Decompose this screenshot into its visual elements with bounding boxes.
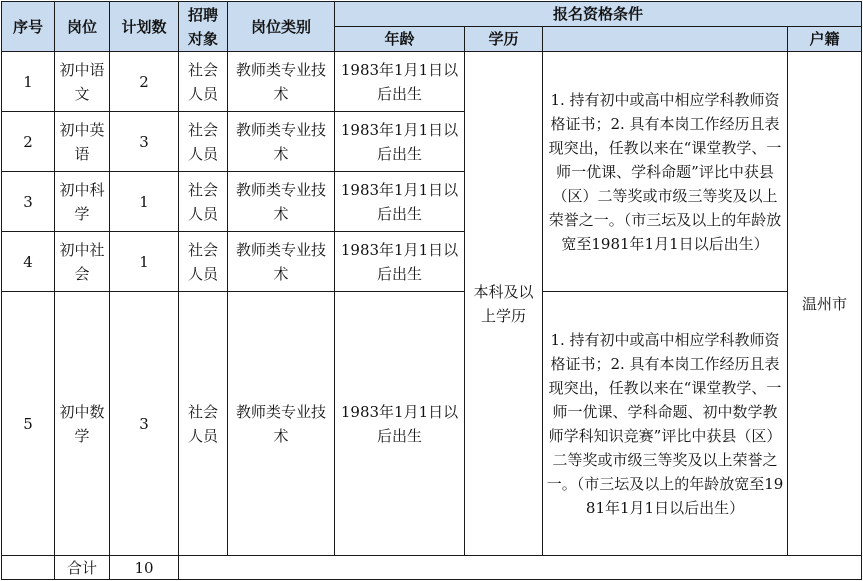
cell-position: 初中科学	[55, 172, 110, 232]
cell-category: 教师类专业技术	[228, 292, 335, 556]
cell-age: 1983年1月1日以后出生	[335, 232, 465, 292]
table-row	[2, 292, 862, 556]
header-plan: 计划数	[110, 2, 179, 52]
cell-seq: 5	[2, 292, 55, 556]
cell-category: 教师类专业技术	[228, 172, 335, 232]
header-seq: 序号	[2, 2, 55, 52]
cell-target: 社会人员	[179, 292, 228, 556]
total-blank	[2, 556, 55, 580]
cell-target: 社会人员	[179, 172, 228, 232]
cell-conditions-group1: 1. 持有初中或高中相应学科教师资格证书；2. 具有本岗工作经历且表现突出，任教以来在“课堂教学、一师一优课、学科命题”评比中获县（区）二等奖或市级三等奖及以上荣誉之一。（市三坛及以上的年龄放宽至1981年1月1日以后出生）	[543, 52, 788, 292]
header-row-1	[2, 2, 862, 27]
cell-conditions-group2: 1. 持有初中或高中相应学科教师资格证书；2. 具有本岗工作经历且表现突出，任教以来在“课堂教学、一师一优课、学科命题、初中数学教师学科知识竞赛”评比中获县（区）二等奖或市级三等奖及以上荣誉之一。（市三坛及以上的年龄放宽至1981年1月1日以后出生）	[543, 292, 788, 556]
cell-hukou: 温州市	[788, 52, 862, 556]
cell-age: 1983年1月1日以后出生	[335, 52, 465, 112]
cell-category: 教师类专业技术	[228, 52, 335, 112]
cell-age: 1983年1月1日以后出生	[335, 112, 465, 172]
cell-position: 初中社会	[55, 232, 110, 292]
recruitment-table	[1, 1, 862, 580]
header-position: 岗位	[55, 2, 110, 52]
cell-target: 社会人员	[179, 52, 228, 112]
header-hukou: 户籍	[788, 27, 862, 52]
table-row	[2, 52, 862, 112]
cell-education: 本科及以上学历	[465, 52, 543, 556]
cell-plan: 3	[110, 112, 179, 172]
cell-target: 社会人员	[179, 232, 228, 292]
cell-plan: 2	[110, 52, 179, 112]
header-category: 岗位类别	[228, 2, 335, 52]
cell-category: 教师类专业技术	[228, 232, 335, 292]
total-value: 10	[110, 556, 179, 580]
header-target: 招聘对象	[179, 2, 228, 52]
header-conditions: 报名资格条件	[335, 2, 862, 27]
cell-seq: 2	[2, 112, 55, 172]
cell-position: 初中语文	[55, 52, 110, 112]
cell-plan: 1	[110, 172, 179, 232]
cell-position: 初中英语	[55, 112, 110, 172]
total-rest	[179, 556, 862, 580]
cell-category: 教师类专业技术	[228, 112, 335, 172]
cell-seq: 4	[2, 232, 55, 292]
cell-seq: 1	[2, 52, 55, 112]
cell-position: 初中数学	[55, 292, 110, 556]
cell-plan: 1	[110, 232, 179, 292]
total-row	[2, 556, 862, 580]
cell-seq: 3	[2, 172, 55, 232]
cell-age: 1983年1月1日以后出生	[335, 172, 465, 232]
header-education: 学历	[465, 27, 543, 52]
total-label: 合计	[55, 556, 110, 580]
header-age: 年龄	[335, 27, 465, 52]
cell-target: 社会人员	[179, 112, 228, 172]
cell-age: 1983年1月1日以后出生	[335, 292, 465, 556]
cell-plan: 3	[110, 292, 179, 556]
header-blank	[543, 27, 788, 52]
